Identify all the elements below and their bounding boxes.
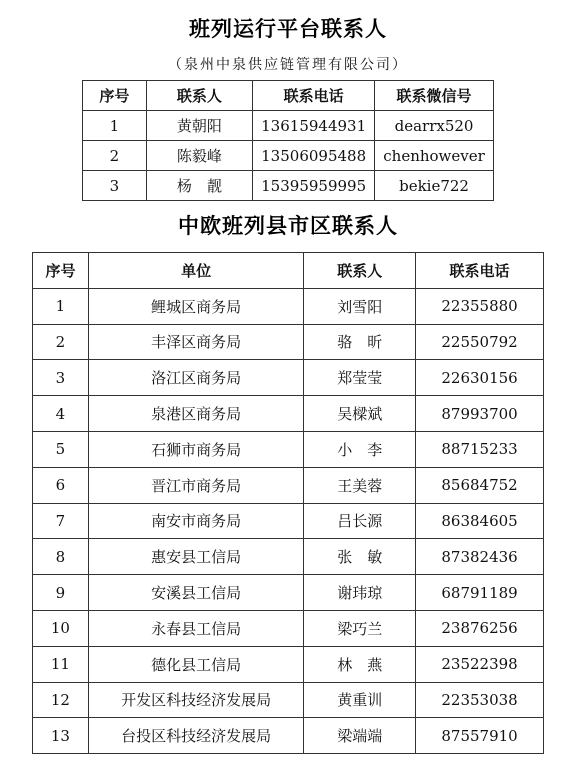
table-row bbox=[33, 360, 544, 396]
unit-name: 丰泽区商务局 bbox=[88, 324, 303, 360]
row-index: 4 bbox=[33, 396, 89, 432]
phone-number: 13615944931 bbox=[253, 111, 375, 141]
unit-name: 惠安县工信局 bbox=[88, 539, 303, 575]
phone-number: 87382436 bbox=[416, 539, 544, 575]
phone-number: 88715233 bbox=[416, 431, 544, 467]
table-row bbox=[33, 288, 544, 324]
row-index: 10 bbox=[33, 610, 89, 646]
phone-number: 15395959995 bbox=[253, 171, 375, 201]
row-index: 12 bbox=[33, 682, 89, 718]
contact-name: 王美蓉 bbox=[304, 467, 416, 503]
phone-number: 23876256 bbox=[416, 610, 544, 646]
unit-name: 安溪县工信局 bbox=[88, 575, 303, 611]
contact-name: 黄朝阳 bbox=[146, 111, 253, 141]
unit-name: 石狮市商务局 bbox=[88, 431, 303, 467]
phone-number: 22353038 bbox=[416, 682, 544, 718]
contact-name: 林 燕 bbox=[304, 646, 416, 682]
wechat-id: chenhowever bbox=[375, 141, 494, 171]
unit-name: 永春县工信局 bbox=[88, 610, 303, 646]
row-index: 5 bbox=[33, 431, 89, 467]
phone-number: 85684752 bbox=[416, 467, 544, 503]
table-row bbox=[83, 111, 494, 141]
contact-name: 刘雪阳 bbox=[304, 288, 416, 324]
header-phone: 联系电话 bbox=[416, 253, 544, 289]
contact-name: 梁巧兰 bbox=[304, 610, 416, 646]
row-index: 2 bbox=[83, 141, 147, 171]
table-row bbox=[33, 575, 544, 611]
contact-name: 张 敏 bbox=[304, 539, 416, 575]
unit-name: 鲤城区商务局 bbox=[88, 288, 303, 324]
contact-name: 陈毅峰 bbox=[146, 141, 253, 171]
table-row bbox=[83, 141, 494, 171]
contact-name: 谢玮琼 bbox=[304, 575, 416, 611]
phone-number: 87993700 bbox=[416, 396, 544, 432]
county-contacts-title: 中欧班列县市区联系人 bbox=[178, 214, 398, 238]
row-index: 13 bbox=[33, 718, 89, 754]
wechat-id: bekie722 bbox=[375, 171, 494, 201]
table-row bbox=[33, 503, 544, 539]
row-index: 9 bbox=[33, 575, 89, 611]
contact-name: 杨 靓 bbox=[146, 171, 253, 201]
table-row bbox=[33, 718, 544, 754]
row-index: 6 bbox=[33, 467, 89, 503]
phone-number: 22630156 bbox=[416, 360, 544, 396]
header-index: 序号 bbox=[83, 81, 147, 111]
unit-name: 德化县工信局 bbox=[88, 646, 303, 682]
table-row bbox=[33, 646, 544, 682]
phone-number: 86384605 bbox=[416, 503, 544, 539]
header-index: 序号 bbox=[33, 253, 89, 289]
table-row bbox=[33, 431, 544, 467]
phone-number: 22355880 bbox=[416, 288, 544, 324]
header-contact: 联系人 bbox=[146, 81, 253, 111]
table-header-row bbox=[83, 81, 494, 111]
table-header-row bbox=[33, 253, 544, 289]
unit-name: 洛江区商务局 bbox=[88, 360, 303, 396]
table-row bbox=[33, 396, 544, 432]
phone-number: 13506095488 bbox=[253, 141, 375, 171]
phone-number: 23522398 bbox=[416, 646, 544, 682]
row-index: 11 bbox=[33, 646, 89, 682]
row-index: 1 bbox=[33, 288, 89, 324]
wechat-id: dearrx520 bbox=[375, 111, 494, 141]
phone-number: 68791189 bbox=[416, 575, 544, 611]
unit-name: 台投区科技经济发展局 bbox=[88, 718, 303, 754]
row-index: 1 bbox=[83, 111, 147, 141]
row-index: 8 bbox=[33, 539, 89, 575]
table-row bbox=[83, 171, 494, 201]
unit-name: 开发区科技经济发展局 bbox=[88, 682, 303, 718]
phone-number: 87557910 bbox=[416, 718, 544, 754]
contact-name: 骆 昕 bbox=[304, 324, 416, 360]
unit-name: 晋江市商务局 bbox=[88, 467, 303, 503]
table-row bbox=[33, 467, 544, 503]
header-unit: 单位 bbox=[88, 253, 303, 289]
platform-contacts-body bbox=[83, 111, 494, 201]
county-contacts-body bbox=[33, 288, 544, 753]
contact-name: 梁端端 bbox=[304, 718, 416, 754]
contact-name: 黄重训 bbox=[304, 682, 416, 718]
table-row bbox=[33, 539, 544, 575]
row-index: 3 bbox=[33, 360, 89, 396]
phone-number: 22550792 bbox=[416, 324, 544, 360]
platform-contacts-title: 班列运行平台联系人 bbox=[189, 17, 387, 41]
table-row bbox=[33, 324, 544, 360]
header-phone: 联系电话 bbox=[253, 81, 375, 111]
unit-name: 南安市商务局 bbox=[88, 503, 303, 539]
county-contacts-table bbox=[32, 252, 544, 754]
contact-name: 郑莹莹 bbox=[304, 360, 416, 396]
contact-name: 吴樑斌 bbox=[304, 396, 416, 432]
table-row bbox=[33, 682, 544, 718]
contact-name: 小 李 bbox=[304, 431, 416, 467]
row-index: 2 bbox=[33, 324, 89, 360]
company-subtitle: （泉州中泉供应链管理有限公司） bbox=[168, 57, 408, 73]
contact-name: 吕长源 bbox=[304, 503, 416, 539]
row-index: 7 bbox=[33, 503, 89, 539]
header-contact: 联系人 bbox=[304, 253, 416, 289]
table-row bbox=[33, 610, 544, 646]
row-index: 3 bbox=[83, 171, 147, 201]
unit-name: 泉港区商务局 bbox=[88, 396, 303, 432]
platform-contacts-table bbox=[82, 80, 494, 201]
header-wechat: 联系微信号 bbox=[375, 81, 494, 111]
